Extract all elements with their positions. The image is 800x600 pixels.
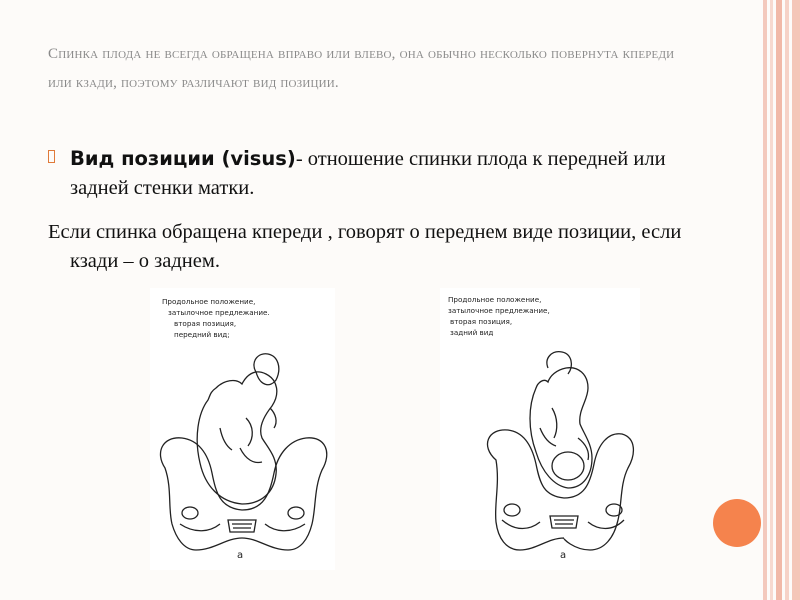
decorative-stripe xyxy=(763,0,767,600)
term-visus: Вид позиции (visus) xyxy=(70,147,296,170)
figure-letter: а xyxy=(237,550,244,561)
bullet-icon xyxy=(48,150,55,163)
decorative-stripe xyxy=(785,0,789,600)
figure-posterior-view xyxy=(440,288,640,570)
figure-letter: а xyxy=(560,550,567,561)
decorative-orange-circle xyxy=(713,499,761,547)
figure-anterior-view xyxy=(150,288,335,570)
bullet-text xyxy=(48,144,688,203)
pelvis-fetus-illustration xyxy=(440,288,640,570)
decorative-stripe xyxy=(770,0,773,600)
figure-caption: Продольное положение, затылочное предлежание, вторая позиция, задний вид xyxy=(448,295,550,337)
bullet-item xyxy=(48,144,688,203)
figure-caption: Продольное положение, затылочное предлежание. вторая позиция, передний вид; xyxy=(162,297,270,339)
body-paragraph: Если спинка обращена кпереди , говорят о переднем виде позиции, если кзади – о заднем. xyxy=(48,221,682,272)
slide-title: Спинка плода не всегда обращена вправо или влево, она обычно несколько повернута кпереди или кзади, поэтому различают вид позиции. xyxy=(48,46,675,91)
decorative-stripe xyxy=(792,0,800,600)
decorative-stripe xyxy=(776,0,782,600)
pelvis-fetus-illustration xyxy=(150,288,335,570)
term-definition: - отношение спинки плода к передней или задней стенки матки. xyxy=(70,148,666,199)
